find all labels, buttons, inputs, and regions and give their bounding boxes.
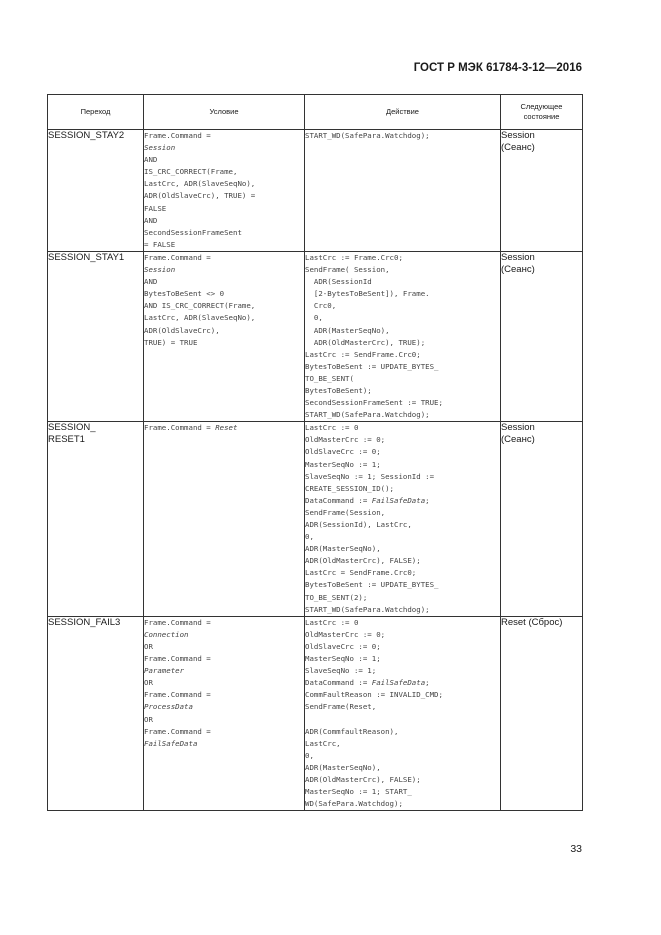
condition-line	[144, 252, 304, 264]
action-text: ADR(SessionId), LastCrc,	[305, 520, 412, 529]
condition-line	[144, 288, 304, 300]
action-line	[305, 677, 500, 689]
action-text: LastCrc,	[305, 738, 341, 748]
action-text: ADR(CommfaultReason),	[305, 726, 399, 736]
condition-line	[144, 154, 304, 166]
condition-line	[144, 629, 304, 641]
action-text	[305, 715, 309, 724]
action-line	[305, 459, 500, 471]
action-line	[305, 312, 500, 324]
action-line	[305, 397, 500, 409]
action-line	[305, 519, 500, 531]
action-line	[305, 714, 500, 726]
action-text: LastCrc := 0	[305, 423, 359, 433]
action-text: WD(SafePara.Watchdog);	[305, 799, 403, 809]
condition-line	[144, 714, 304, 726]
action-text: ADR(MasterSeqNo),	[305, 762, 381, 772]
action-text: BytesToBeSent);	[305, 385, 372, 395]
condition-text: FALSE	[144, 203, 167, 213]
transition-cell: SESSION_FAIL3	[48, 616, 144, 811]
table-row	[48, 616, 583, 811]
action-line	[305, 252, 500, 264]
condition-line	[144, 422, 304, 434]
action-text: ADR(OldMasterCrc), FALSE);	[305, 774, 421, 784]
action-text: BytesToBeSent := UPDATE_BYTES_	[305, 361, 439, 371]
condition-line	[144, 337, 304, 349]
condition-text: ProcessData	[144, 702, 193, 712]
condition-line	[144, 738, 304, 750]
table-row	[48, 422, 583, 617]
action-line	[305, 507, 500, 519]
condition-cell	[144, 422, 305, 617]
action-text: SlaveSeqNo := 1; SessionId :=	[305, 471, 435, 481]
action-cell	[305, 422, 501, 617]
action-text: 0,	[305, 750, 314, 760]
action-line	[305, 385, 500, 397]
column-header-action: Действие	[305, 95, 501, 130]
action-line	[305, 641, 500, 653]
condition-line	[144, 166, 304, 178]
condition-text: Frame.Command =	[144, 654, 211, 664]
action-line	[305, 653, 500, 665]
action-line	[305, 762, 500, 774]
condition-text: = FALSE	[144, 239, 176, 249]
action-line	[305, 592, 500, 604]
condition-line	[144, 227, 304, 239]
action-line	[305, 300, 500, 312]
action-text: SendFrame(Session,	[305, 507, 386, 517]
condition-line	[144, 312, 304, 324]
action-cell	[305, 251, 501, 421]
condition-text: Session	[144, 265, 176, 275]
condition-line	[144, 142, 304, 154]
action-text: TO_BE_SENT(2);	[305, 592, 368, 602]
condition-text: LastCrc, ADR(SlaveSeqNo),	[144, 313, 256, 323]
action-line	[305, 798, 500, 810]
next-state-cell: Session (Сеанс)	[501, 130, 583, 252]
action-text: ADR(SessionId	[305, 277, 372, 287]
action-line	[305, 471, 500, 483]
transition-cell: SESSION_STAY1	[48, 251, 144, 421]
condition-text: Connection	[144, 629, 189, 639]
action-text: ADR(MasterSeqNo),	[305, 325, 390, 335]
condition-text: Frame.Command =	[144, 617, 211, 627]
action-text: LastCrc := 0	[305, 617, 359, 627]
action-text: SecondSessionFrameSent := TRUE;	[305, 398, 443, 408]
action-line	[305, 373, 500, 385]
action-line	[305, 567, 500, 579]
next-state-cell: Reset (Сброс)	[501, 616, 583, 811]
column-header-transition: Переход	[48, 95, 144, 130]
action-line	[305, 774, 500, 786]
action-text: START_WD(SafePara.Watchdog);	[305, 131, 430, 140]
action-text: Crc0,	[305, 301, 337, 311]
table-header-row	[48, 95, 583, 130]
condition-line	[144, 665, 304, 677]
condition-cell	[144, 616, 305, 811]
condition-text: Frame.Command =	[144, 131, 211, 140]
action-line	[305, 349, 500, 361]
action-text: LastCrc := Frame.Crc0;	[305, 252, 403, 262]
action-text: SlaveSeqNo := 1;	[305, 666, 377, 676]
action-text: SendFrame(Reset,	[305, 702, 377, 712]
action-italic-term: FailSafeData	[371, 678, 426, 688]
action-text: OldSlaveCrc := 0;	[305, 641, 381, 651]
condition-text: AND	[144, 215, 158, 225]
condition-text: LastCrc, ADR(SlaveSeqNo),	[144, 179, 256, 189]
column-header-condition: Условие	[144, 95, 305, 130]
condition-line	[144, 726, 304, 738]
condition-text: Frame.Command =	[144, 423, 216, 433]
condition-line	[144, 689, 304, 701]
condition-cell	[144, 251, 305, 421]
condition-text: Frame.Command =	[144, 252, 211, 262]
action-line	[305, 264, 500, 276]
action-line	[305, 750, 500, 762]
condition-text: TRUE) = TRUE	[144, 337, 198, 347]
action-text: CommFaultReason := INVALID_CMD;	[305, 690, 443, 700]
action-line	[305, 738, 500, 750]
action-line	[305, 579, 500, 591]
action-text: LastCrc := SendFrame.Crc0;	[305, 349, 421, 359]
action-text: MasterSeqNo := 1;	[305, 654, 381, 664]
action-line	[305, 495, 500, 507]
action-text: LastCrc = SendFrame.Crc0;	[305, 568, 417, 578]
action-suffix: ;	[425, 495, 430, 505]
condition-line	[144, 701, 304, 713]
action-line	[305, 337, 500, 349]
column-header-next-state: Следующее состояние	[501, 95, 583, 130]
condition-text: AND	[144, 277, 158, 287]
action-line	[305, 409, 500, 421]
action-line	[305, 531, 500, 543]
condition-line	[144, 300, 304, 312]
condition-line	[144, 178, 304, 190]
action-text: OldSlaveCrc := 0;	[305, 447, 381, 457]
action-text: MasterSeqNo := 1; START_	[305, 787, 412, 797]
action-text: MasterSeqNo := 1;	[305, 459, 381, 469]
action-suffix: ;	[425, 678, 430, 688]
condition-text: Session	[144, 143, 176, 153]
condition-text: FailSafeData	[144, 738, 198, 748]
action-cell	[305, 130, 501, 252]
transition-cell: SESSION_STAY2	[48, 130, 144, 252]
action-text: SendFrame( Session,	[305, 265, 390, 275]
state-transition-table	[47, 94, 583, 811]
action-text: 0,	[305, 532, 314, 542]
action-line	[305, 361, 500, 373]
condition-line	[144, 653, 304, 665]
condition-cell	[144, 130, 305, 252]
condition-line	[144, 276, 304, 288]
action-text: START_WD(SafePara.Watchdog);	[305, 410, 430, 420]
action-text: ADR(MasterSeqNo),	[305, 544, 381, 554]
table-row	[48, 130, 583, 252]
action-text: ADR(OldMasterCrc), TRUE);	[305, 337, 426, 347]
transition-cell: SESSION_ RESET1	[48, 422, 144, 617]
condition-text: Frame.Command =	[144, 726, 211, 736]
action-line	[305, 483, 500, 495]
action-text: OldMasterCrc := 0;	[305, 629, 386, 639]
condition-text: Frame.Command =	[144, 690, 211, 700]
action-text: START_WD(SafePara.Watchdog);	[305, 604, 430, 614]
condition-text: ADR(OldSlaveCrc), TRUE) =	[144, 191, 256, 201]
condition-text: BytesToBeSent <> 0	[144, 289, 225, 299]
table-row	[48, 251, 583, 421]
action-text: TO_BE_SENT(	[305, 373, 354, 383]
action-line	[305, 604, 500, 616]
condition-line	[144, 190, 304, 202]
condition-text: OR	[144, 714, 153, 724]
page-number: 33	[570, 843, 582, 855]
condition-line	[144, 677, 304, 689]
action-text: DataCommand :=	[305, 495, 372, 505]
action-line	[305, 726, 500, 738]
action-cell	[305, 616, 501, 811]
condition-line	[144, 215, 304, 227]
action-text: [2-BytesToBeSent]), Frame.	[305, 289, 430, 299]
condition-line	[144, 264, 304, 276]
condition-line	[144, 617, 304, 629]
action-line	[305, 617, 500, 629]
action-italic-term: FailSafeData	[371, 495, 426, 505]
next-state-cell: Session (Сеанс)	[501, 422, 583, 617]
action-text: OldMasterCrc := 0;	[305, 435, 386, 445]
action-line	[305, 701, 500, 713]
action-line	[305, 422, 500, 434]
action-line	[305, 689, 500, 701]
condition-text: AND IS_CRC_CORRECT(Frame,	[144, 301, 256, 311]
condition-italic-term: Reset	[215, 423, 238, 433]
action-line	[305, 276, 500, 288]
condition-line	[144, 239, 304, 251]
condition-line	[144, 641, 304, 653]
condition-text: ADR(OldSlaveCrc),	[144, 325, 220, 335]
action-text: ADR(OldMasterCrc), FALSE);	[305, 556, 421, 566]
next-state-cell: Session (Сеанс)	[501, 251, 583, 421]
condition-text: SecondSessionFrameSent	[144, 227, 242, 237]
action-line	[305, 288, 500, 300]
condition-text: OR	[144, 678, 153, 688]
action-line	[305, 446, 500, 458]
action-line	[305, 786, 500, 798]
action-text: CREATE_SESSION_ID();	[305, 483, 394, 493]
action-line	[305, 629, 500, 641]
condition-text: OR	[144, 641, 153, 651]
condition-line	[144, 325, 304, 337]
condition-text: AND	[144, 155, 158, 165]
action-text: DataCommand :=	[305, 678, 372, 688]
action-line	[305, 543, 500, 555]
action-line	[305, 555, 500, 567]
condition-line	[144, 130, 304, 142]
action-line	[305, 665, 500, 677]
document-standard-header: ГОСТ Р МЭК 61784-3-12—2016	[413, 62, 582, 74]
condition-text: IS_CRC_CORRECT(Frame,	[144, 167, 238, 177]
action-line	[305, 130, 500, 142]
action-line	[305, 325, 500, 337]
condition-line	[144, 203, 304, 215]
action-line	[305, 434, 500, 446]
condition-text: Parameter	[144, 666, 185, 676]
action-text: 0,	[305, 313, 323, 323]
action-text: BytesToBeSent := UPDATE_BYTES_	[305, 580, 439, 590]
